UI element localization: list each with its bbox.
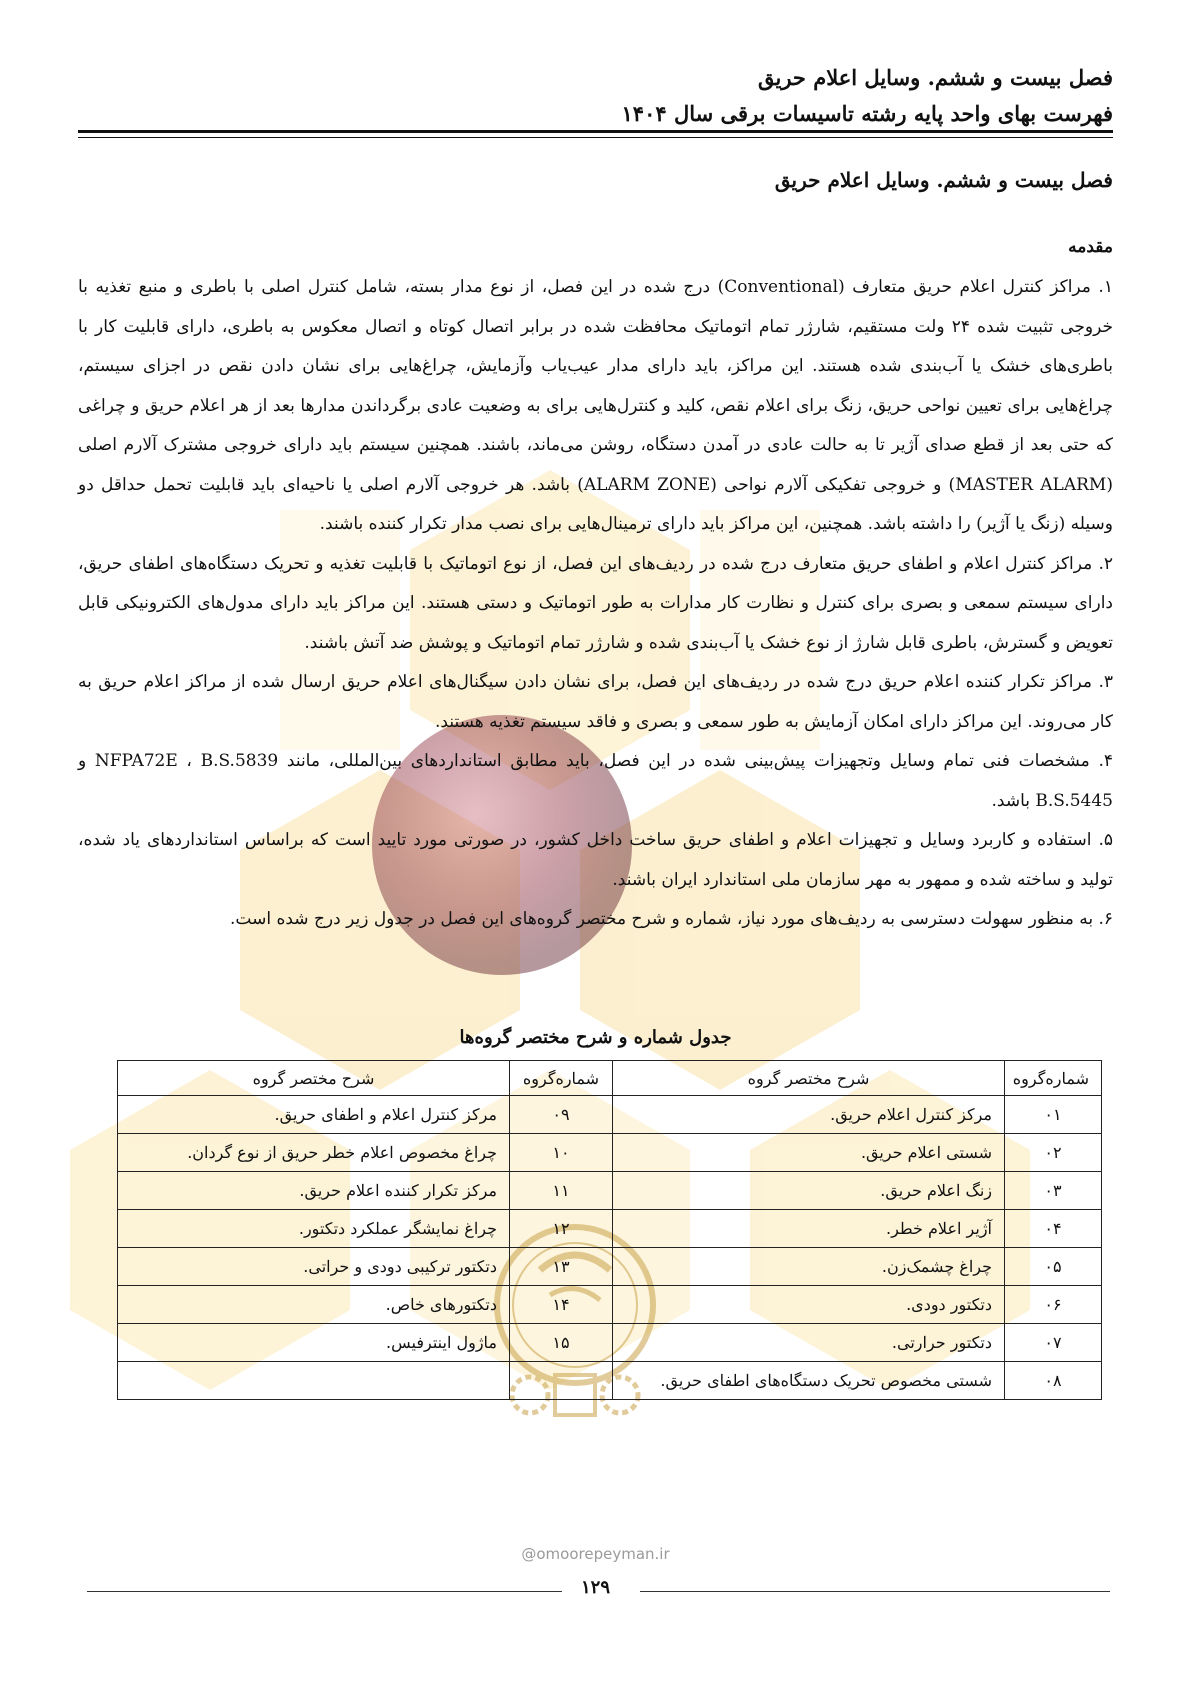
group-number: ۰۹ xyxy=(510,1096,613,1134)
group-description: چراغ چشمک‌زن. xyxy=(613,1248,1005,1286)
paragraph-6: ۶. به منظور سهولت دسترسی به ردیف‌های مورد نیاز، شماره و شرح مختصر گروه‌های این فصل در جدول زیر درج شده است. xyxy=(230,909,1113,929)
group-number xyxy=(510,1362,613,1400)
chapter-title: فصل بیست و ششم. وسایل اعلام حریق xyxy=(774,168,1113,192)
table-row xyxy=(118,1324,1102,1362)
group-description: دتکتورهای خاص. xyxy=(118,1286,510,1324)
group-number: ۰۲ xyxy=(1005,1134,1102,1172)
header-group-description: شرح مختصر گروه xyxy=(118,1061,510,1096)
table-row xyxy=(118,1286,1102,1324)
group-description: شستی اعلام حریق. xyxy=(613,1134,1005,1172)
table-row xyxy=(118,1134,1102,1172)
running-header xyxy=(73,60,1113,132)
group-number: ۱۰ xyxy=(510,1134,613,1172)
group-number: ۱۴ xyxy=(510,1286,613,1324)
group-number: ۱۱ xyxy=(510,1172,613,1210)
groups-table xyxy=(117,1060,1102,1400)
group-number: ۰۸ xyxy=(1005,1362,1102,1400)
group-number: ۰۳ xyxy=(1005,1172,1102,1210)
group-number: ۱۲ xyxy=(510,1210,613,1248)
paragraph-1: ۱. مراکز کنترل اعلام حریق متعارف (Conventional) درج شده در این فصل، از نوع مدار بسته، شامل کنترل اصلی با باطری و منبع تغذیه با خروجی تثبیت شده ۲۴ ولت مستقیم، شارژر تمام اتوماتیک محافظت شده در برابر اتصال کوتاه و اتصال معکوس به باطری، دارای قابلیت کار با باطری‌های خشک یا آب‌بندی شده هستند. این مراکز، باید دارای مدار عیب‌یاب وآزمایش، چراغ‌هایی برای نشان دادن نقص در اجزای سیستم، چراغ‌هایی برای تعیین نواحی حریق، زنگ برای اعلام نقص، کلید و کنترل‌هایی برای به وضعیت عادی برگرداندن مدارها بعد از هر اعلام حریق و چراغی که حتی بعد از قطع صدای آژیر تا به حالت عادی در آمدن دستگاه، روشن می‌ماند، باشند. همچنین سیستم باید دارای خروجی مشترک آلارم اصلی (MASTER ALARM) و خروجی تفکیکی آلارم نواحی (ALARM ZONE) باشد. هر خروجی آلارم اصلی یا ناحیه‌ای باید قابلیت تحمل حداقل دو وسیله (زنگ یا آژیر) را داشته باشد. همچنین، این مراکز باید دارای ترمینال‌هایی برای نصب مدار تکرار کننده باشند. xyxy=(78,277,1113,534)
group-description: ماژول اینترفیس. xyxy=(118,1324,510,1362)
header-rule-thin xyxy=(78,137,1113,138)
intro-heading: مقدمه xyxy=(1068,237,1113,257)
header-group-description: شرح مختصر گروه xyxy=(613,1061,1005,1096)
header-group-number: شماره‌گروه xyxy=(510,1061,613,1096)
table-title: جدول شماره و شرح مختصر گروه‌ها xyxy=(459,1027,732,1048)
header-group-number: شماره‌گروه xyxy=(1005,1061,1102,1096)
group-number: ۰۴ xyxy=(1005,1210,1102,1248)
paragraph-2: ۲. مراکز کنترل اعلام و اطفای حریق متعارف درج شده در ردیف‌های این فصل، از نوع اتوماتیک با قابلیت تغذیه و تحریک دستگاه‌های اطفای حریق، دارای سیستم سمعی و بصری برای کنترل و نظارت کار مدارات به طور اتوماتیک و دستی هستند. این مراکز باید دارای مدول‌های الکترونیکی قابل تعویض و گسترش، باطری قابل شارژ از نوع خشک یا آب‌بندی شده و شارژر تمام اتوماتیک و پوشش ضد آتش باشند. xyxy=(78,553,1113,653)
group-description: چراغ نمایشگر عملکرد دتکتور. xyxy=(118,1210,510,1248)
table-row xyxy=(118,1210,1102,1248)
paragraph-3: ۳. مراکز تکرار کننده اعلام حریق درج شده در ردیف‌های این فصل، برای نشان دادن سیگنال‌های اعلام حریق ارسال شده از مراکز اعلام حریق به کار می‌روند. این مراکز دارای امکان آزمایش به طور سمعی و بصری و فاقد سیستم تغذیه هستند. xyxy=(78,672,1113,732)
paragraph-4: ۴. مشخصات فنی تمام وسایل وتجهیزات پیش‌بینی شده در این فصل، باید مطابق استانداردهای بین‌المللی، مانند NFPA72E ، B.S.5839 و B.S.5445 باشد. xyxy=(78,751,1114,811)
intro-paragraphs xyxy=(78,268,1113,940)
group-description: مرکز تکرار کننده اعلام حریق. xyxy=(118,1172,510,1210)
header-book-title: فهرست بهای واحد پایه رشته تاسیسات برقی سال ۱۴۰۴ xyxy=(621,101,1113,126)
table-row xyxy=(118,1096,1102,1134)
group-number: ۱۳ xyxy=(510,1248,613,1286)
table-header-row xyxy=(118,1061,1102,1096)
paragraph-5: ۵. استفاده و کاربرد وسایل و تجهیزات اعلام و اطفای حریق ساخت داخل کشور، در صورتی مورد تایید است که براساس استانداردهای یاد شده، تولید و ساخته شده و ممهور به مهر سازمان ملی استاندارد ایران باشند. xyxy=(78,830,1113,890)
group-description: مرکز کنترل اعلام حریق. xyxy=(613,1096,1005,1134)
watermark-url: @omoorepeyman.ir xyxy=(521,1545,670,1563)
group-number: ۰۱ xyxy=(1005,1096,1102,1134)
group-number: ۰۷ xyxy=(1005,1324,1102,1362)
group-description: آژیر اعلام خطر. xyxy=(613,1210,1005,1248)
group-description: دتکتور ترکیبی دودی و حراتی. xyxy=(118,1248,510,1286)
page-number: ۱۲۹ xyxy=(580,1577,610,1598)
group-number: ۰۵ xyxy=(1005,1248,1102,1286)
header-chapter: فصل بیست و ششم. وسایل اعلام حریق xyxy=(757,65,1113,90)
group-description: زنگ اعلام حریق. xyxy=(613,1172,1005,1210)
group-description: دتکتور حرارتی. xyxy=(613,1324,1005,1362)
table-row xyxy=(118,1172,1102,1210)
table-row xyxy=(118,1362,1102,1400)
group-description: شستی مخصوص تحریک دستگاه‌های اطفای حریق. xyxy=(613,1362,1005,1400)
group-description: مرکز کنترل اعلام و اطفای حریق. xyxy=(118,1096,510,1134)
group-number: ۱۵ xyxy=(510,1324,613,1362)
group-number: ۰۶ xyxy=(1005,1286,1102,1324)
group-description: دتکتور دودی. xyxy=(613,1286,1005,1324)
group-description: چراغ مخصوص اعلام خطر حریق از نوع گردان. xyxy=(118,1134,510,1172)
group-description xyxy=(118,1362,510,1400)
table-row xyxy=(118,1248,1102,1286)
